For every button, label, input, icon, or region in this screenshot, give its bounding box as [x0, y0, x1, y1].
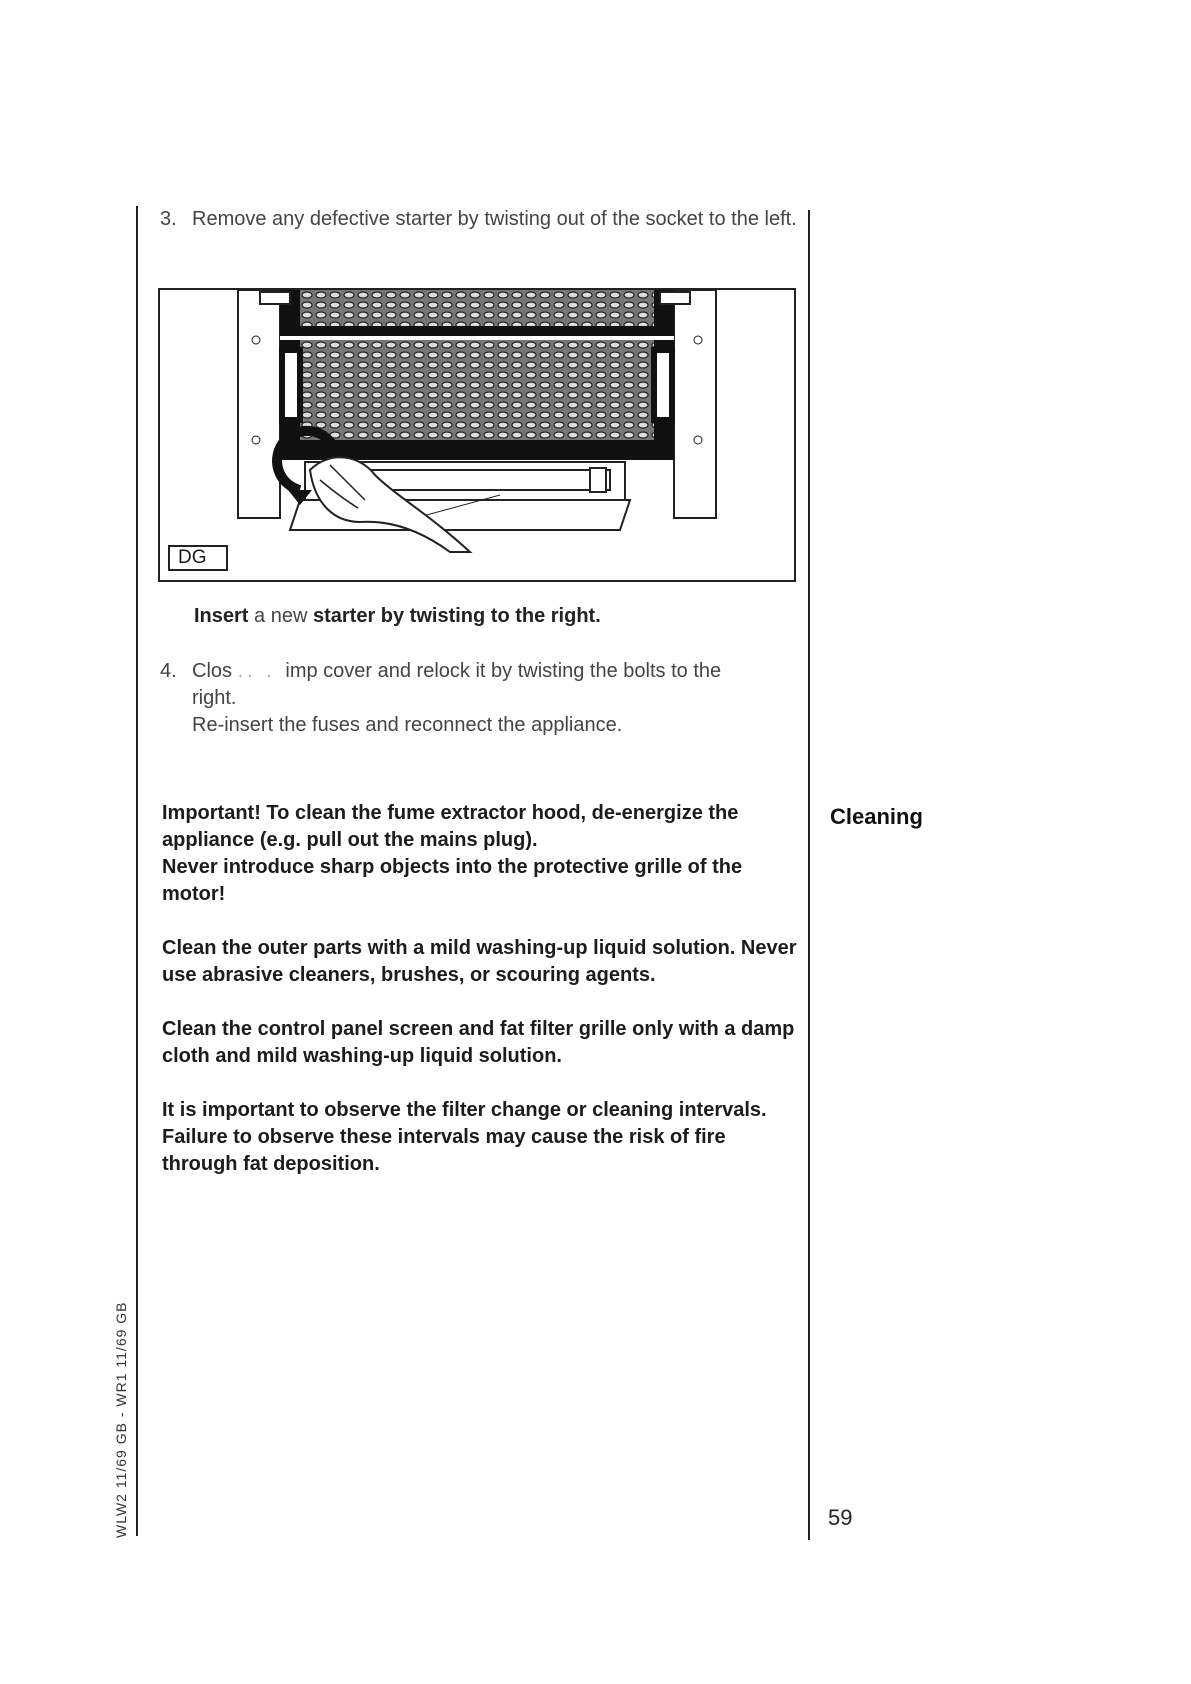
- outer-parts-paragraph: Clean the outer parts with a mild washing-up liquid solution. Never use abrasive cleaners, brushes, or scouring agents.: [162, 937, 797, 986]
- document-code: WLW2 11/69 GB - WR1 11/69 GB: [113, 1301, 129, 1538]
- step-3-text: Remove any defective starter by twisting out of the socket to the left.: [192, 208, 797, 230]
- control-panel-paragraph: Clean the control panel screen and fat filter grille only with a damp cloth and mild washing-up liquid solution.: [162, 1018, 795, 1067]
- section-title-cleaning: Cleaning: [830, 804, 923, 829]
- step-4: 4. Clos .. . imp cover and relock it by twisting the bolts to the right. Re-insert the fuses and reconnect the appliance.: [160, 660, 722, 736]
- important-paragraph: Important! To clean the fume extractor hood, de-energize the appliance (e.g. pull out the mains plug).: [162, 802, 739, 851]
- insert-word: Insert: [194, 605, 249, 627]
- insert-rest: starter by twisting to the right.: [312, 605, 601, 627]
- step-3-number: 3.: [160, 208, 177, 230]
- lamp-starter-illustration-icon: [160, 290, 794, 580]
- insert-instruction: [194, 605, 601, 628]
- insert-light-words: a new: [254, 605, 308, 627]
- step-4-line2: right.: [192, 687, 237, 709]
- left-margin-rule: [136, 206, 138, 1536]
- figure-label: DG: [168, 545, 228, 571]
- step-3: [160, 206, 800, 233]
- step-4-line1b: imp cover and relock it by twisting the bolts to the: [285, 660, 722, 682]
- step-4-number: 4.: [160, 660, 177, 682]
- lamp-starter-figure: [158, 288, 796, 582]
- page-number: 59: [828, 1505, 853, 1530]
- right-margin-rule: [808, 210, 810, 1540]
- step-4-line1: Clos: [192, 660, 233, 682]
- sharp-objects-warning: Never introduce sharp objects into the protective grille of the motor!: [162, 856, 743, 905]
- cleaning-block-1: [162, 800, 802, 908]
- filter-interval-paragraph: It is important to observe the filter change or cleaning intervals. Failure to observe these intervals may cause the risk of fire through fat deposition.: [162, 1099, 767, 1175]
- step-4-line3: Re-insert the fuses and reconnect the appliance.: [192, 714, 623, 736]
